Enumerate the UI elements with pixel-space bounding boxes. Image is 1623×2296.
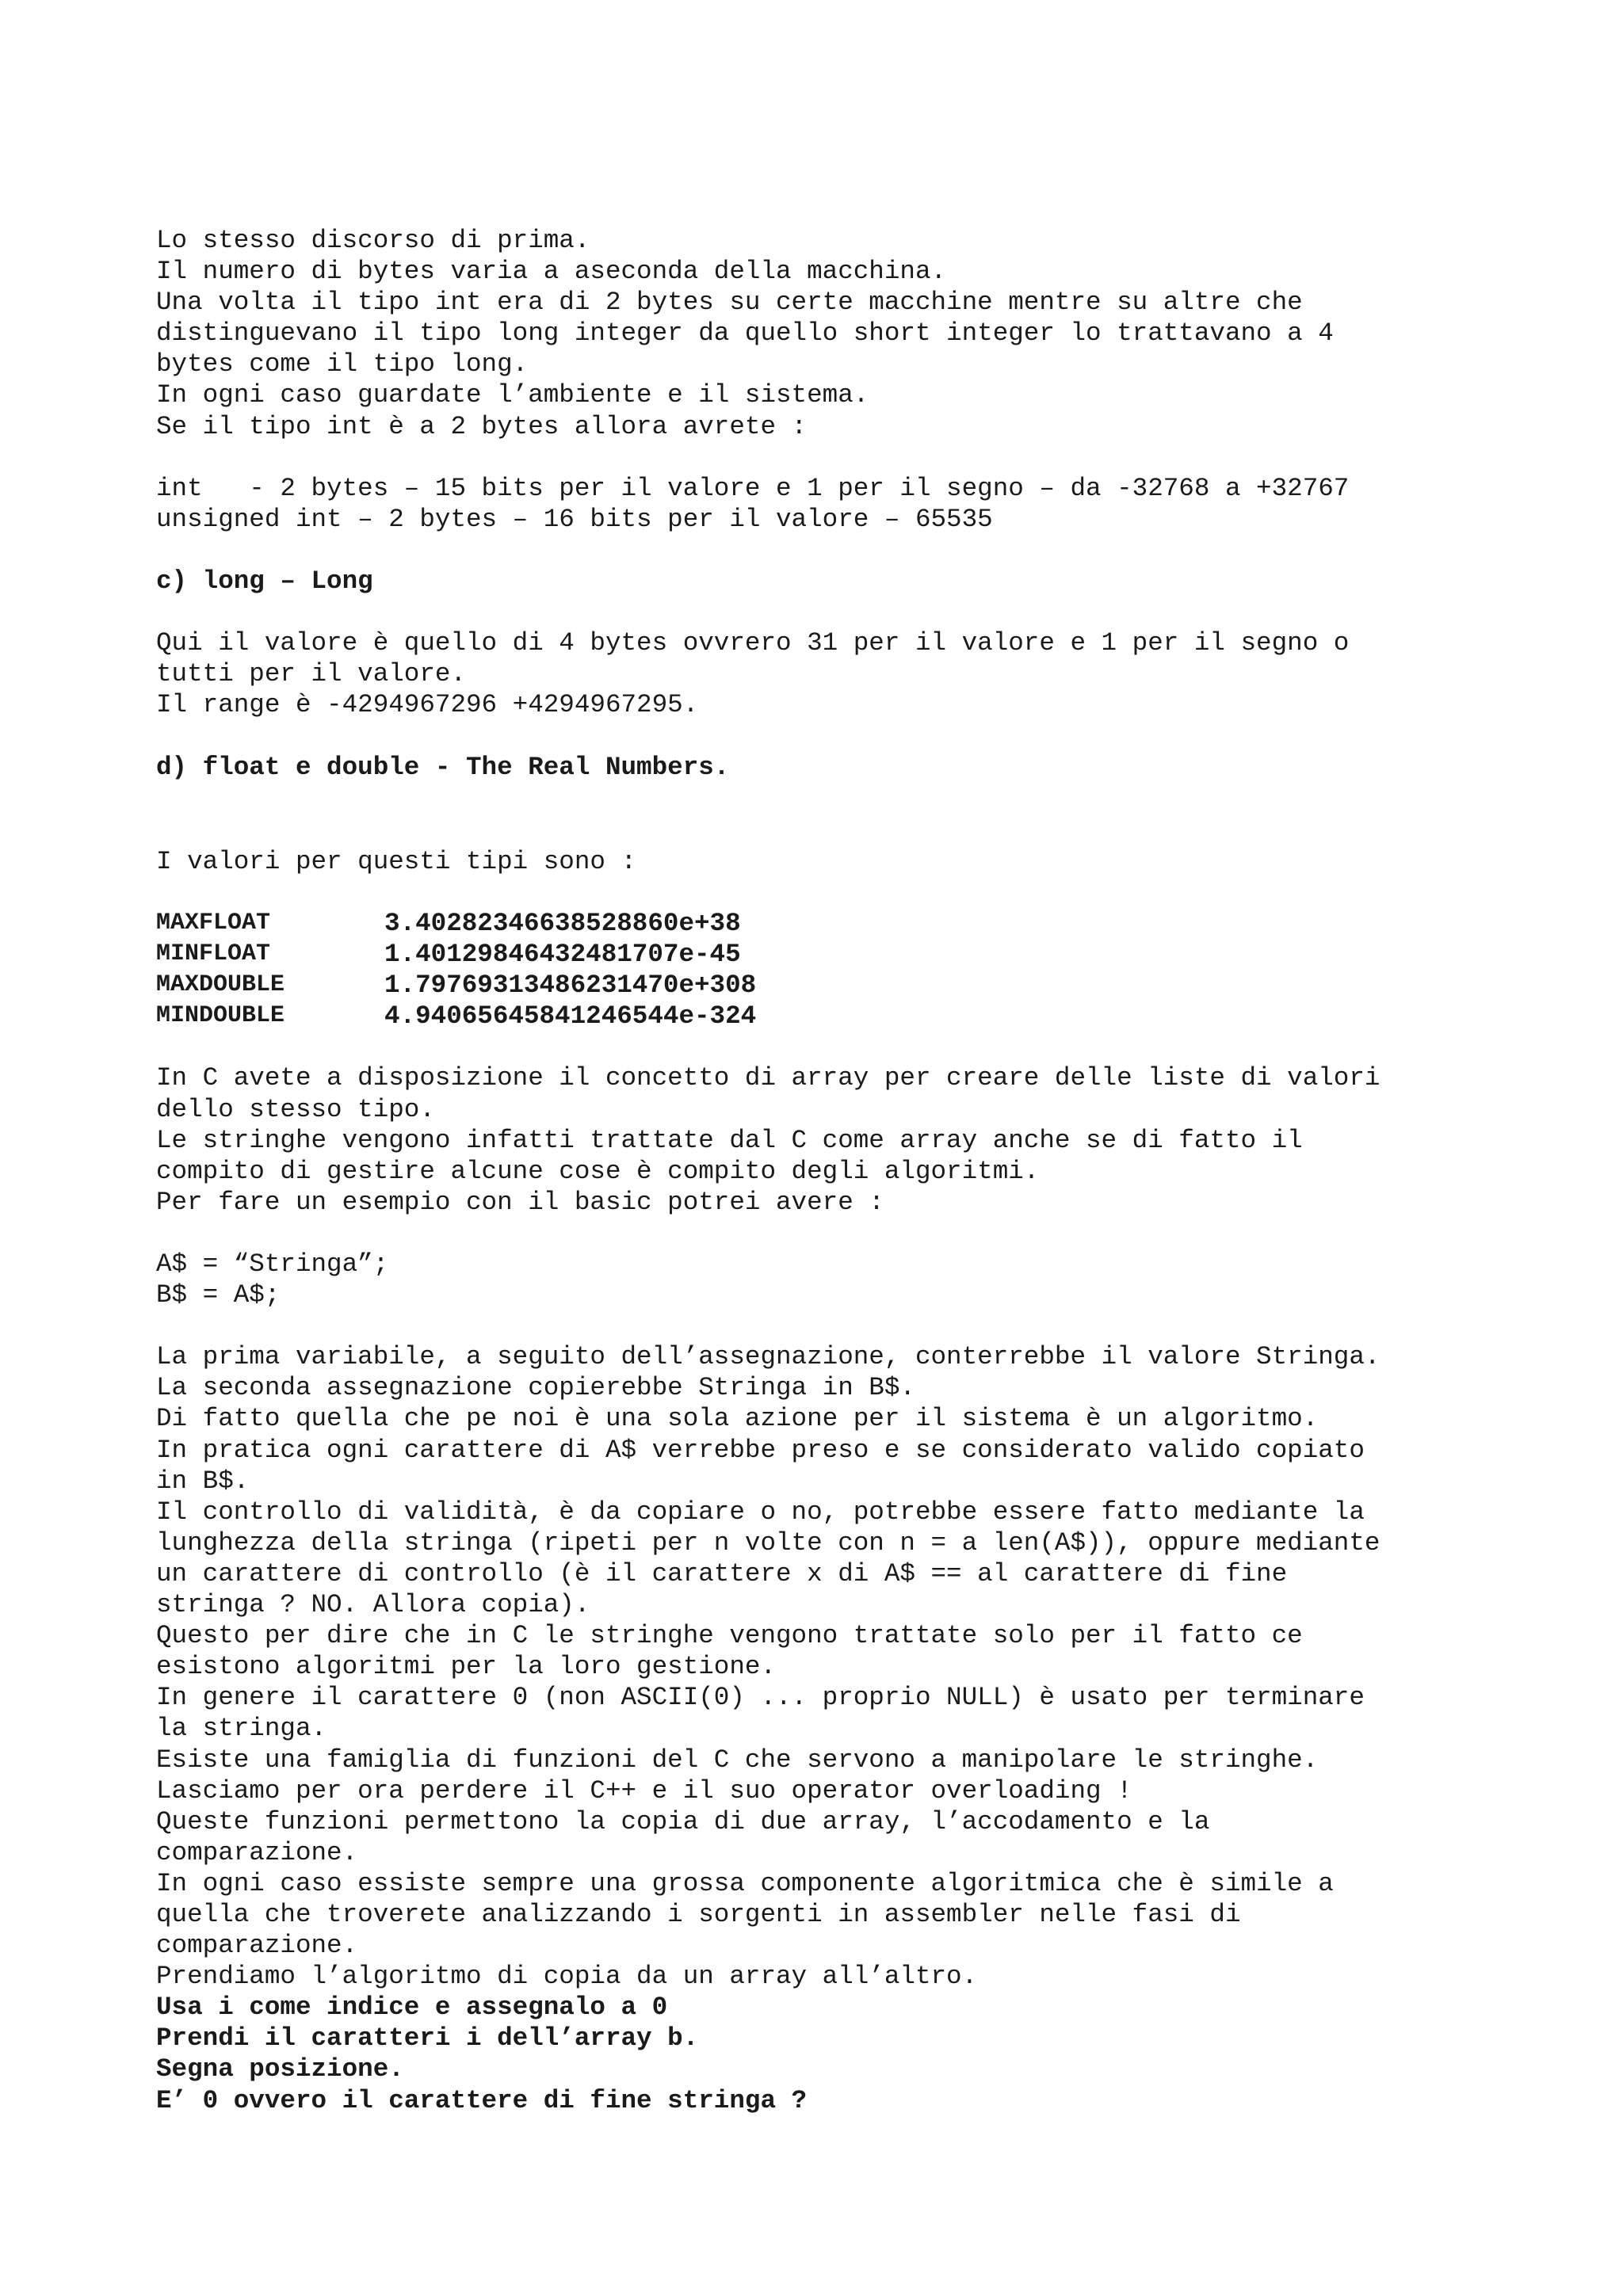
blank-line <box>156 1310 1503 1341</box>
algorithm-step: Prendi il caratteri i dell’array b. <box>156 2023 699 2054</box>
text-line: Una volta il tipo int era di 2 bytes su certe macchine mentre su altre che <box>156 288 1303 318</box>
text-line: Prendiamo l’algoritmo di copia da un array all’altro. <box>156 1962 978 1992</box>
algorithm-step: Usa i come indice e assegnalo a 0 <box>156 1993 668 2023</box>
blank-line <box>156 721 1503 752</box>
text-line: bytes come il tipo long. <box>156 349 529 379</box>
array-paragraph <box>156 1062 1503 1217</box>
table-row <box>156 1001 756 1032</box>
limit-value: 3.40282346638528860e+38 <box>384 908 741 938</box>
text-line: Di fatto quella che pe noi è una sola azione per il sistema è un algoritmo. <box>156 1404 1319 1434</box>
limit-name: MINDOUBLE <box>156 1002 285 1030</box>
blank-line <box>156 442 1503 473</box>
text-line: Il controllo di validità, è da copiare o no, potrebbe essere fatto mediante la <box>156 1497 1365 1527</box>
text-line: Esiste una famiglia di funzioni del C che servono a manipolare le stringhe. <box>156 1745 1319 1775</box>
table-row <box>156 908 756 939</box>
text-line: La seconda assegnazione copierebbe Stringa in B$. <box>156 1373 915 1403</box>
blank-line <box>156 877 1503 908</box>
limit-name: MAXDOUBLE <box>156 971 285 999</box>
text-line: Se il tipo int è a 2 bytes allora avrete : <box>156 411 808 441</box>
table-row <box>156 939 756 970</box>
limit-value: 4.94065645841246544e-324 <box>384 1001 757 1032</box>
text-line: un carattere di controllo (è il carattere x di A$ == al carattere di fine <box>156 1558 1288 1589</box>
text-line: quella che troverete analizzando i sorgenti in assembler nelle fasi di <box>156 1899 1241 1929</box>
text-line: In C avete a disposizione il concetto di array per creare delle liste di valori <box>156 1063 1381 1093</box>
text-line: lunghezza della stringa (ripeti per n volte con n = a len(A$)), oppure mediante <box>156 1527 1381 1558</box>
text-line: In pratica ogni carattere di A$ verrebbe preso e se considerato valido copiato <box>156 1435 1365 1465</box>
blank-line <box>156 1032 1503 1062</box>
text-line: Le stringhe vengono infatti trattate dal C come array anche se di fatto il <box>156 1125 1303 1155</box>
text-line: compito di gestire alcune cose è compito degli algoritmi. <box>156 1156 1040 1186</box>
int-type-line: unsigned int – 2 bytes – 16 bits per il valore – 65535 <box>156 504 993 534</box>
document-page <box>156 225 1503 2116</box>
text-line: Qui il valore è quello di 4 bytes ovvrero 31 per il valore e 1 per il segno o <box>156 628 1350 658</box>
text-line: Per fare un esempio con il basic potrei avere : <box>156 1187 884 1217</box>
blank-line <box>156 597 1503 627</box>
text-line: In ogni caso guardate l’ambiente e il sistema. <box>156 380 869 410</box>
section-heading-float-double: d) float e double - The Real Numbers. <box>156 752 730 782</box>
values-intro: I valori per questi tipi sono : <box>156 846 637 876</box>
blank-line <box>156 783 1503 814</box>
int-type-line: int - 2 bytes – 15 bits per il valore e 1 per il segno – da -32768 a +32767 <box>156 473 1350 503</box>
intro-paragraph <box>156 225 1503 442</box>
table-row <box>156 970 756 1001</box>
section-heading-long: c) long – Long <box>156 566 373 597</box>
text-line: distinguevano il tipo long integer da quello short integer lo trattavano a 4 <box>156 318 1334 349</box>
text-line: La prima variabile, a seguito dell’assegnazione, conterrebbe il valore Stringa. <box>156 1342 1381 1372</box>
text-line: Il numero di bytes varia a aseconda della macchina. <box>156 257 947 287</box>
limit-name: MAXFLOAT <box>156 909 271 936</box>
text-line: tutti per il valore. <box>156 659 467 689</box>
float-limits-table <box>156 908 756 1032</box>
text-line: comparazione. <box>156 1931 358 1961</box>
text-line: Lasciamo per ora perdere il C++ e il suo operator overloading ! <box>156 1775 1132 1806</box>
blank-line <box>156 1218 1503 1249</box>
limit-value: 1.40129846432481707e-45 <box>384 940 741 970</box>
code-line: B$ = A$; <box>156 1280 281 1310</box>
long-paragraph <box>156 627 1503 720</box>
text-line: Questo per dire che in C le stringhe vengono trattate solo per il fatto ce <box>156 1621 1303 1651</box>
text-line: in B$. <box>156 1466 250 1496</box>
text-line: comparazione. <box>156 1837 358 1867</box>
text-line: Lo stesso discorso di prima. <box>156 226 590 255</box>
limit-name: MINFLOAT <box>156 940 271 968</box>
code-line: A$ = “Stringa”; <box>156 1249 389 1279</box>
spacer <box>156 814 1503 846</box>
text-line: dello stesso tipo. <box>156 1094 435 1124</box>
algorithm-step: Segna posizione. <box>156 2054 404 2084</box>
blank-line <box>156 535 1503 566</box>
text-line: stringa ? NO. Allora copia). <box>156 1590 590 1620</box>
explanation-paragraph <box>156 1341 1503 1992</box>
text-line: la stringa. <box>156 1714 327 1744</box>
algorithm-steps <box>156 1992 1503 2115</box>
text-line: Queste funzioni permettono la copia di due array, l’accodamento e la <box>156 1806 1210 1836</box>
basic-code-block <box>156 1249 1503 1310</box>
algorithm-step: E’ 0 ovvero il carattere di fine stringa ? <box>156 2085 808 2115</box>
int-types-block <box>156 473 1503 535</box>
limit-value: 1.79769313486231470e+308 <box>384 971 757 1001</box>
text-line: esistono algoritmi per la loro gestione. <box>156 1652 777 1682</box>
text-line: Il range è -4294967296 +4294967295. <box>156 690 699 720</box>
text-line: In genere il carattere 0 (non ASCII(0) ... proprio NULL) è usato per terminare <box>156 1683 1365 1713</box>
text-line: In ogni caso essiste sempre una grossa componente algoritmica che è simile a <box>156 1868 1334 1898</box>
